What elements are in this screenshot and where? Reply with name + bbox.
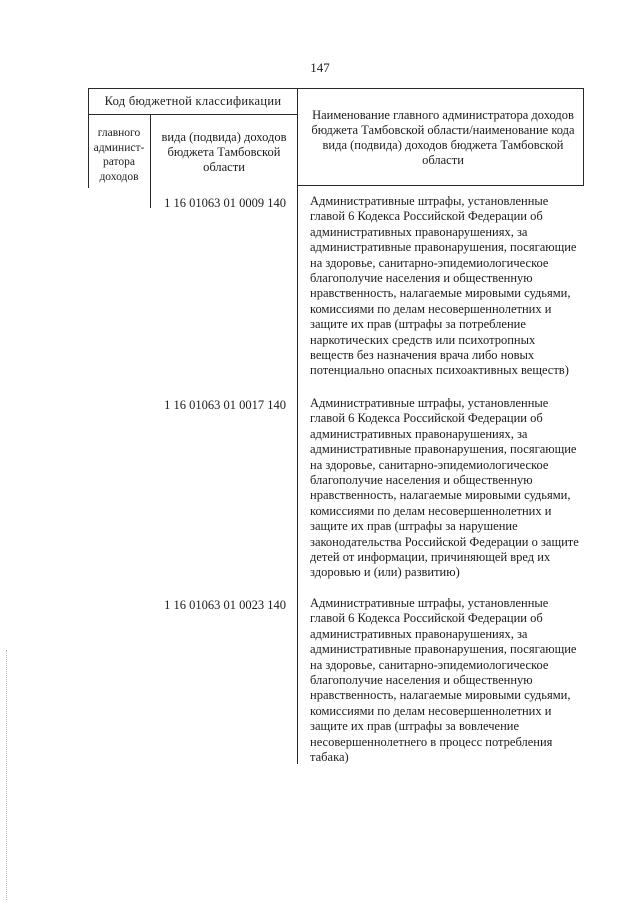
name-column-heading: Наименование главного администратора доходов бюджета Тамбовской области/наименование кода вида (подвида) доходов бюджета Тамбовской области [311,108,575,167]
revenue-description-cell: Административные штрафы, установленные главой 6 Кодекса Российской Федерации об административных правонарушениях, за административные правонарушения, посягающие на здоровье, санитарно-эпидемиологическое благополучие населения и общественную нравственность, налагаемые мировыми судьями, комиссиями по делам несовершеннолетних и защите их прав (штрафы за потребление наркотических средств или психотропных веществ без назначения врача либо новых потенциально опасных психоактивных веществ) [310,194,577,378]
header-top-border [88,88,584,89]
revenue-description-cell: Административные штрафы, установленные главой 6 Кодекса Российской Федерации об административных правонарушениях, за административные правонарушения, посягающие на здоровье, санитарно-эпидемиологическое благополучие населения и общественную нравственность, налагаемые мировыми судьями, комиссиями по делам несовершеннолетних и защите их прав (штрафы за нарушение законодательства Российской Федерации о защите детей от информации, причиняющей вред их здоровью и (или) развитию) [310,396,579,580]
revenue-description-cell: Административные штрафы, установленные главой 6 Кодекса Российской Федерации об административных правонарушениях, за административные правонарушения, посягающие на здоровье, санитарно-эпидемиологическое благополучие населения и общественную нравственность, налагаемые мировыми судьями, комиссиями по делам несовершеннолетних и защите их прав (штрафы за вовлечение несовершеннолетнего в процесс потребления табака) [310,596,577,765]
admin-col-divider [150,114,151,188]
header-bottom-border [298,185,584,186]
header-right-border [583,88,584,186]
budget-code-cell: 1 16 01063 01 0023 140 [164,598,286,612]
chief-administrator-column-heading: главного админист-ратора доходов [93,127,145,183]
type-col-divider [297,88,298,188]
table-header [88,88,584,188]
description-col-divider [297,188,298,764]
group-divider-line [88,114,298,115]
header-left-border [88,88,89,188]
budget-classification-code-heading: Код бюджетной классификации [104,94,282,108]
page-number: 147 [310,60,330,75]
budget-code-cell: 1 16 01063 01 0009 140 [164,196,286,210]
admin-col-divider-continuation [150,188,151,208]
revenue-type-column-heading: вида (подвида) доходов бюджета Тамбовской области [161,130,287,174]
budget-code-cell: 1 16 01063 01 0017 140 [164,398,286,412]
scan-edge-marks [6,650,9,900]
